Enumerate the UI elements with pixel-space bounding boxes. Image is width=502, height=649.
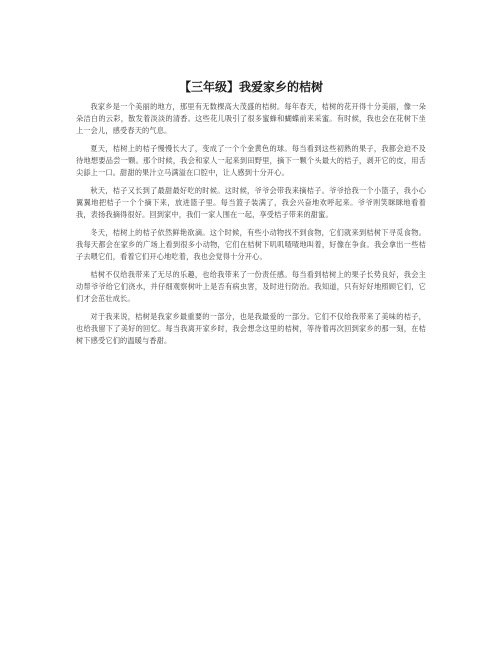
paragraph-conclusion: 对于我来说，桔树是我家乡最重要的一部分，也是我最爱的一部分。它们不仅给我带来了美味的桔子，也给我留下了美好的回忆。每当我离开家乡时，我会想念这里的桔树，等待着再次回到家乡的那一刻，在桔树下感受它们的温暖与香甜。 <box>76 312 426 345</box>
paragraph-responsibility: 桔树不仅给我带来了无尽的乐趣，也给我带来了一份责任感。每当看到桔树上的果子长势良好，我会主动帮爷爷给它们浇水，并仔细观察树叶上是否有病虫害，及时进行防治。我知道，只有好好地照顾它们，它们才会茁壮成长。 <box>76 270 426 303</box>
document-title: 【三年级】我爱家乡的桔树 <box>178 80 323 94</box>
paragraph-winter: 冬天，桔树上的桔子依然鲜艳欲滴。这个时候，有些小动物找不到食物，它们就来到桔树下寻觅食物。我每天都会在家乡的广场上看到很多小动物，它们在桔树下叽叽喳喳地叫着，好像在争食。我会拿出一些桔子去喂它们，看着它们开心地吃着，我也会觉得十分开心。 <box>76 228 426 261</box>
paragraph-spring: 我家乡是一个美丽的地方，那里有无数棵高大茂盛的桔树。每年春天，桔树的花开得十分美丽，像一朵朵洁白的云彩，散发着淡淡的清香。这些花儿吸引了很多蜜蜂和蝴蝶前来采蜜。有时候，我也会在花树下坐上一会儿，感受春天的气息。 <box>76 102 426 135</box>
paragraph-autumn: 秋天，桔子又长到了最甜最好吃的时候。这时候，爷爷会带我来摘桔子。爷爷拾我一个小篮子，我小心翼翼地把桔子一个个摘下来，放进篮子里。每当篮子装满了，我会兴奋地欢呼起来。爷爷则笑眯眯地看着我，表扬我摘得很好。回到家中，我们一家人围在一起，享受桔子带来的甜蜜。 <box>76 186 426 219</box>
article-body <box>76 101 426 353</box>
paragraph-summer: 夏天，桔树上的桔子慢慢长大了，变成了一个个金黄色的球。每当看到这些初熟的果子，我都会迫不及待地想要品尝一颗。那个时候，我会和家人一起来到田野里，摘下一颗个头最大的桔子，剥开它的皮，用舌尖舔上一口。甜甜的果汁立马满溢在口腔中，让人感到十分开心。 <box>76 144 426 177</box>
